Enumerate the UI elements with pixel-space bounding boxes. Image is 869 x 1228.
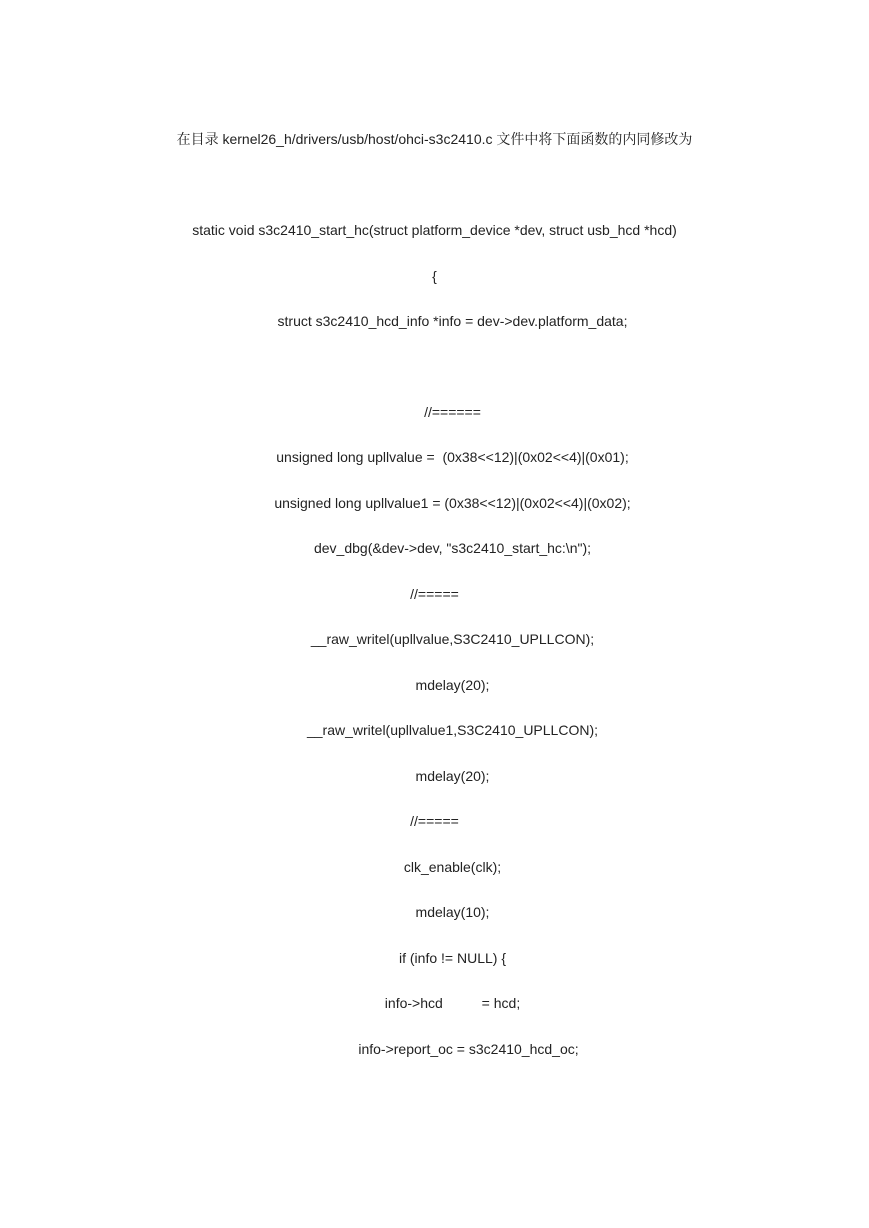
intro-text: 在目录 kernel26_h/drivers/usb/host/ohci-s3c2410.c 文件中将下面函数的内同修改为: [176, 131, 693, 147]
code-line-17: info->hcd = hcd;: [384, 995, 521, 1011]
code-line-7: dev_dbg(&dev->dev, "s3c2410_start_hc:\n");: [313, 540, 591, 556]
code-line-5: unsigned long upllvalue = (0x38<<12)|(0x02<<4)|(0x01);: [276, 449, 629, 465]
code-line-6: unsigned long upllvalue1 = (0x38<<12)|(0x02<<4)|(0x02);: [274, 495, 631, 511]
code-line-11: __raw_writel(upllvalue1,S3C2410_UPLLCON);: [306, 722, 599, 738]
code-line-8: //=====: [410, 586, 459, 602]
code-line-18: info->report_oc = s3c2410_hcd_oc;: [358, 1041, 579, 1057]
code-line-12: mdelay(20);: [415, 768, 490, 784]
code-line-9: __raw_writel(upllvalue,S3C2410_UPLLCON);: [310, 631, 595, 647]
code-line-14: clk_enable(clk);: [403, 859, 502, 875]
code-line-2: {: [432, 268, 437, 284]
code-line-16: if (info != NULL) {: [399, 950, 506, 966]
code-line-3: struct s3c2410_hcd_info *info = dev->dev.platform_data;: [277, 313, 628, 329]
code-line-13: //=====: [410, 813, 459, 829]
code-line-4: //======: [424, 404, 481, 420]
code-line-10: mdelay(20);: [415, 677, 490, 693]
code-line-1: static void s3c2410_start_hc(struct platform_device *dev, struct usb_hcd *hcd): [192, 222, 677, 238]
code-line-15: mdelay(10);: [415, 904, 490, 920]
